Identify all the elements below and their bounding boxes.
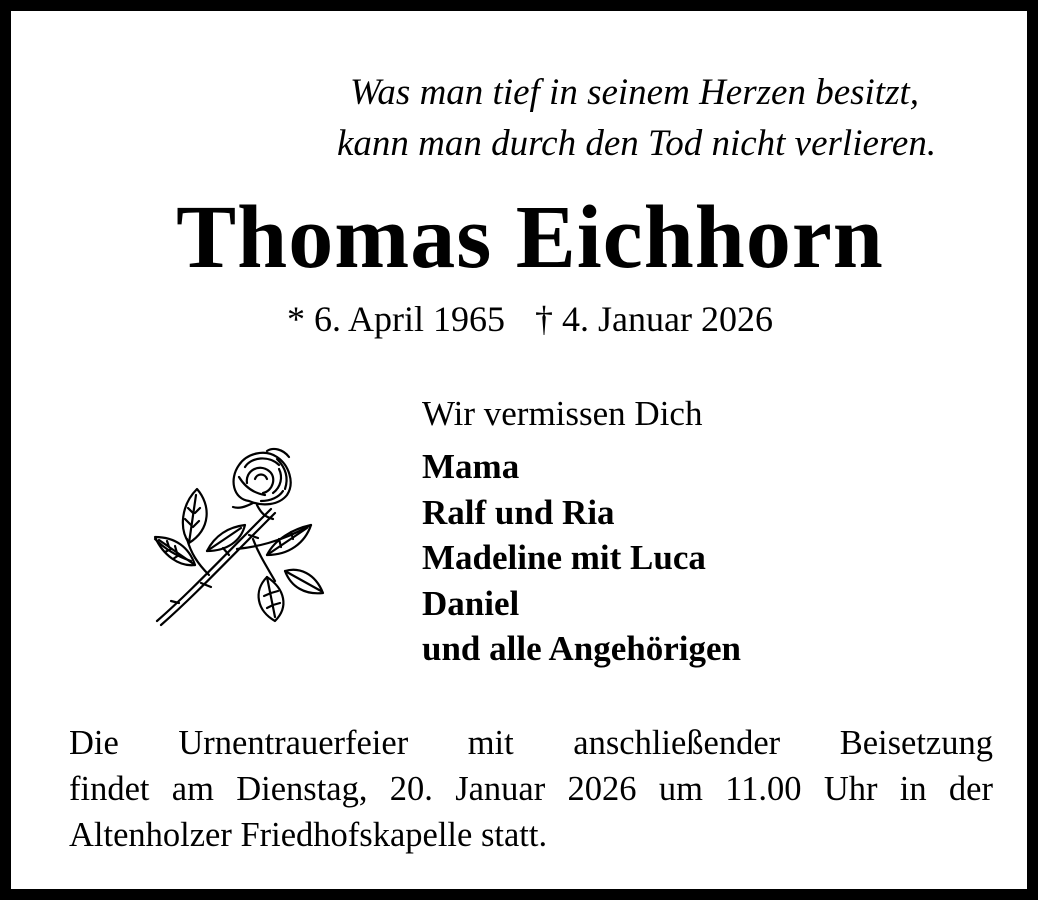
quote-line-1: Was man tief in seinem Herzen besitzt, [350, 72, 920, 113]
signer: Ralf und Ria [422, 492, 615, 532]
signer: Madeline mit Luca [422, 538, 706, 577]
signer: und alle Angehörigen [422, 629, 741, 668]
notice-line-2: findet am Dienstag, 20. Januar 2026 um 11.00 Uhr in der [69, 770, 993, 808]
deceased-name: Thomas Eichhorn [176, 188, 884, 287]
rose-icon [149, 443, 329, 633]
quote-line-2: kann man durch den Tod nicht verlieren. [337, 123, 937, 164]
quote [337, 67, 997, 169]
funeral-notice [69, 720, 993, 858]
notice-line-3: Altenholzer Friedhofskapelle statt. [69, 816, 548, 854]
life-dates [11, 297, 1038, 341]
notice-line-1: Die Urnentrauerfeier mit anschließender Beisetzung [69, 724, 993, 762]
signers-list [422, 444, 741, 672]
signer: Daniel [422, 583, 520, 623]
death-date: † 4. Januar 2026 [535, 299, 773, 339]
birth-date: * 6. April 1965 [287, 299, 506, 339]
missing-text: Wir vermissen Dich [422, 394, 703, 433]
signer: Mama [422, 447, 520, 486]
